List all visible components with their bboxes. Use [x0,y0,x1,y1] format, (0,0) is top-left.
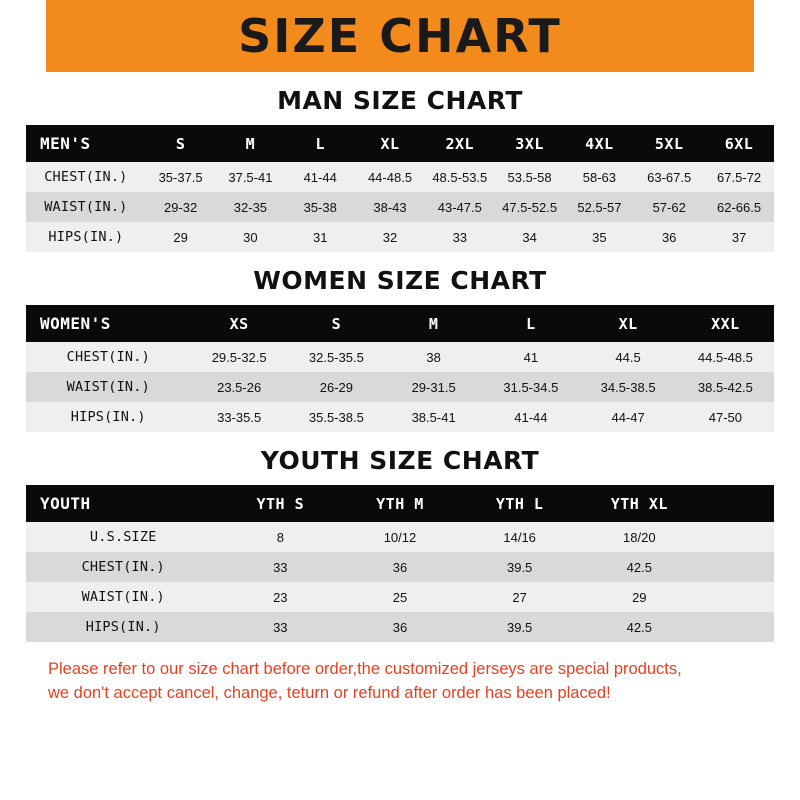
table-header-row [26,305,774,342]
banner [0,0,800,72]
footer-note [26,658,774,706]
women-col-xl: XL [579,305,676,342]
men-col-6xl: 6XL [704,125,774,162]
cell: 39.5 [460,612,580,642]
cell: 58-63 [565,162,635,192]
cell: 44-47 [579,402,676,432]
cell: 36 [340,612,460,642]
banner-right-edge [754,0,800,72]
cell: 10/12 [340,522,460,552]
cell-spacer [699,522,774,552]
cell: 23.5-26 [191,372,288,402]
men-row-chest-label: CHEST(IN.) [26,162,146,192]
cell: 32 [355,222,425,252]
cell: 62-66.5 [704,192,774,222]
cell: 44.5-48.5 [677,342,774,372]
women-row-chest-label: CHEST(IN.) [26,342,191,372]
cell: 29 [579,582,699,612]
cell: 52.5-57 [565,192,635,222]
cell: 32-35 [216,192,286,222]
cell: 44-48.5 [355,162,425,192]
cell: 33 [220,552,340,582]
cell: 34 [495,222,565,252]
cell: 33-35.5 [191,402,288,432]
men-section-title: MAN SIZE CHART [277,86,523,115]
table-row [26,222,774,252]
cell: 37.5-41 [216,162,286,192]
table-row [26,342,774,372]
cell: 48.5-53.5 [425,162,495,192]
table-row [26,522,774,552]
men-col-l: L [285,125,355,162]
cell-spacer [699,612,774,642]
cell: 67.5-72 [704,162,774,192]
cell-spacer [699,552,774,582]
cell-spacer [699,582,774,612]
youth-row-chest-label: CHEST(IN.) [26,552,220,582]
footer-line-1: Please refer to our size chart before order,the customized jerseys are special products, [48,660,682,678]
youth-row-waist-label: WAIST(IN.) [26,582,220,612]
table-header-row [26,125,774,162]
cell: 41 [482,342,579,372]
women-size-table [26,305,774,432]
table-row [26,192,774,222]
cell: 36 [340,552,460,582]
cell: 35 [565,222,635,252]
women-col-m: M [385,305,482,342]
cell: 39.5 [460,552,580,582]
women-col-s: S [288,305,385,342]
cell: 29.5-32.5 [191,342,288,372]
cell: 42.5 [579,612,699,642]
cell: 30 [216,222,286,252]
table-row [26,162,774,192]
cell: 31 [285,222,355,252]
cell: 33 [220,612,340,642]
men-col-3xl: 3XL [495,125,565,162]
youth-col-l: YTH L [460,485,580,522]
cell: 18/20 [579,522,699,552]
cell: 38 [385,342,482,372]
page-title: SIZE CHART [238,9,562,63]
youth-col-s: YTH S [220,485,340,522]
cell: 27 [460,582,580,612]
youth-section-title: YOUTH SIZE CHART [260,446,540,475]
women-col-xs: XS [191,305,288,342]
banner-left-edge [0,0,46,72]
cell: 33 [425,222,495,252]
cell: 36 [634,222,704,252]
youth-header-label: YOUTH [26,485,220,522]
cell: 47.5-52.5 [495,192,565,222]
cell: 34.5-38.5 [579,372,676,402]
cell: 25 [340,582,460,612]
men-row-hips-label: HIPS(IN.) [26,222,146,252]
table-row [26,372,774,402]
youth-col-m: YTH M [340,485,460,522]
cell: 35-37.5 [146,162,216,192]
cell: 35.5-38.5 [288,402,385,432]
men-col-5xl: 5XL [634,125,704,162]
men-col-m: M [216,125,286,162]
cell: 63-67.5 [634,162,704,192]
youth-col-spacer [699,485,774,522]
cell: 41-44 [285,162,355,192]
cell: 31.5-34.5 [482,372,579,402]
youth-row-hips-label: HIPS(IN.) [26,612,220,642]
men-header-label: MEN'S [26,125,146,162]
table-row [26,582,774,612]
men-col-4xl: 4XL [565,125,635,162]
cell: 32.5-35.5 [288,342,385,372]
table-row [26,612,774,642]
men-col-2xl: 2XL [425,125,495,162]
cell: 29-31.5 [385,372,482,402]
table-header-row [26,485,774,522]
youth-col-xl: YTH XL [579,485,699,522]
cell: 38-43 [355,192,425,222]
cell: 57-62 [634,192,704,222]
men-col-s: S [146,125,216,162]
cell: 35-38 [285,192,355,222]
cell: 38.5-41 [385,402,482,432]
cell: 26-29 [288,372,385,402]
women-section-title: WOMEN SIZE CHART [253,266,547,295]
men-col-xl: XL [355,125,425,162]
women-row-waist-label: WAIST(IN.) [26,372,191,402]
women-row-hips-label: HIPS(IN.) [26,402,191,432]
cell: 29-32 [146,192,216,222]
cell: 8 [220,522,340,552]
cell: 41-44 [482,402,579,432]
cell: 23 [220,582,340,612]
youth-row-ussize-label: U.S.SIZE [26,522,220,552]
table-row [26,402,774,432]
youth-size-table [26,485,774,642]
women-col-l: L [482,305,579,342]
women-header-label: WOMEN'S [26,305,191,342]
cell: 14/16 [460,522,580,552]
men-size-table [26,125,774,252]
women-col-xxl: XXL [677,305,774,342]
cell: 29 [146,222,216,252]
cell: 37 [704,222,774,252]
cell: 42.5 [579,552,699,582]
cell: 53.5-58 [495,162,565,192]
footer-line-2: we don't accept cancel, change, teturn or refund after order has been placed! [48,683,611,702]
cell: 44.5 [579,342,676,372]
cell: 47-50 [677,402,774,432]
table-row [26,552,774,582]
cell: 38.5-42.5 [677,372,774,402]
cell: 43-47.5 [425,192,495,222]
content [0,86,800,706]
men-row-waist-label: WAIST(IN.) [26,192,146,222]
